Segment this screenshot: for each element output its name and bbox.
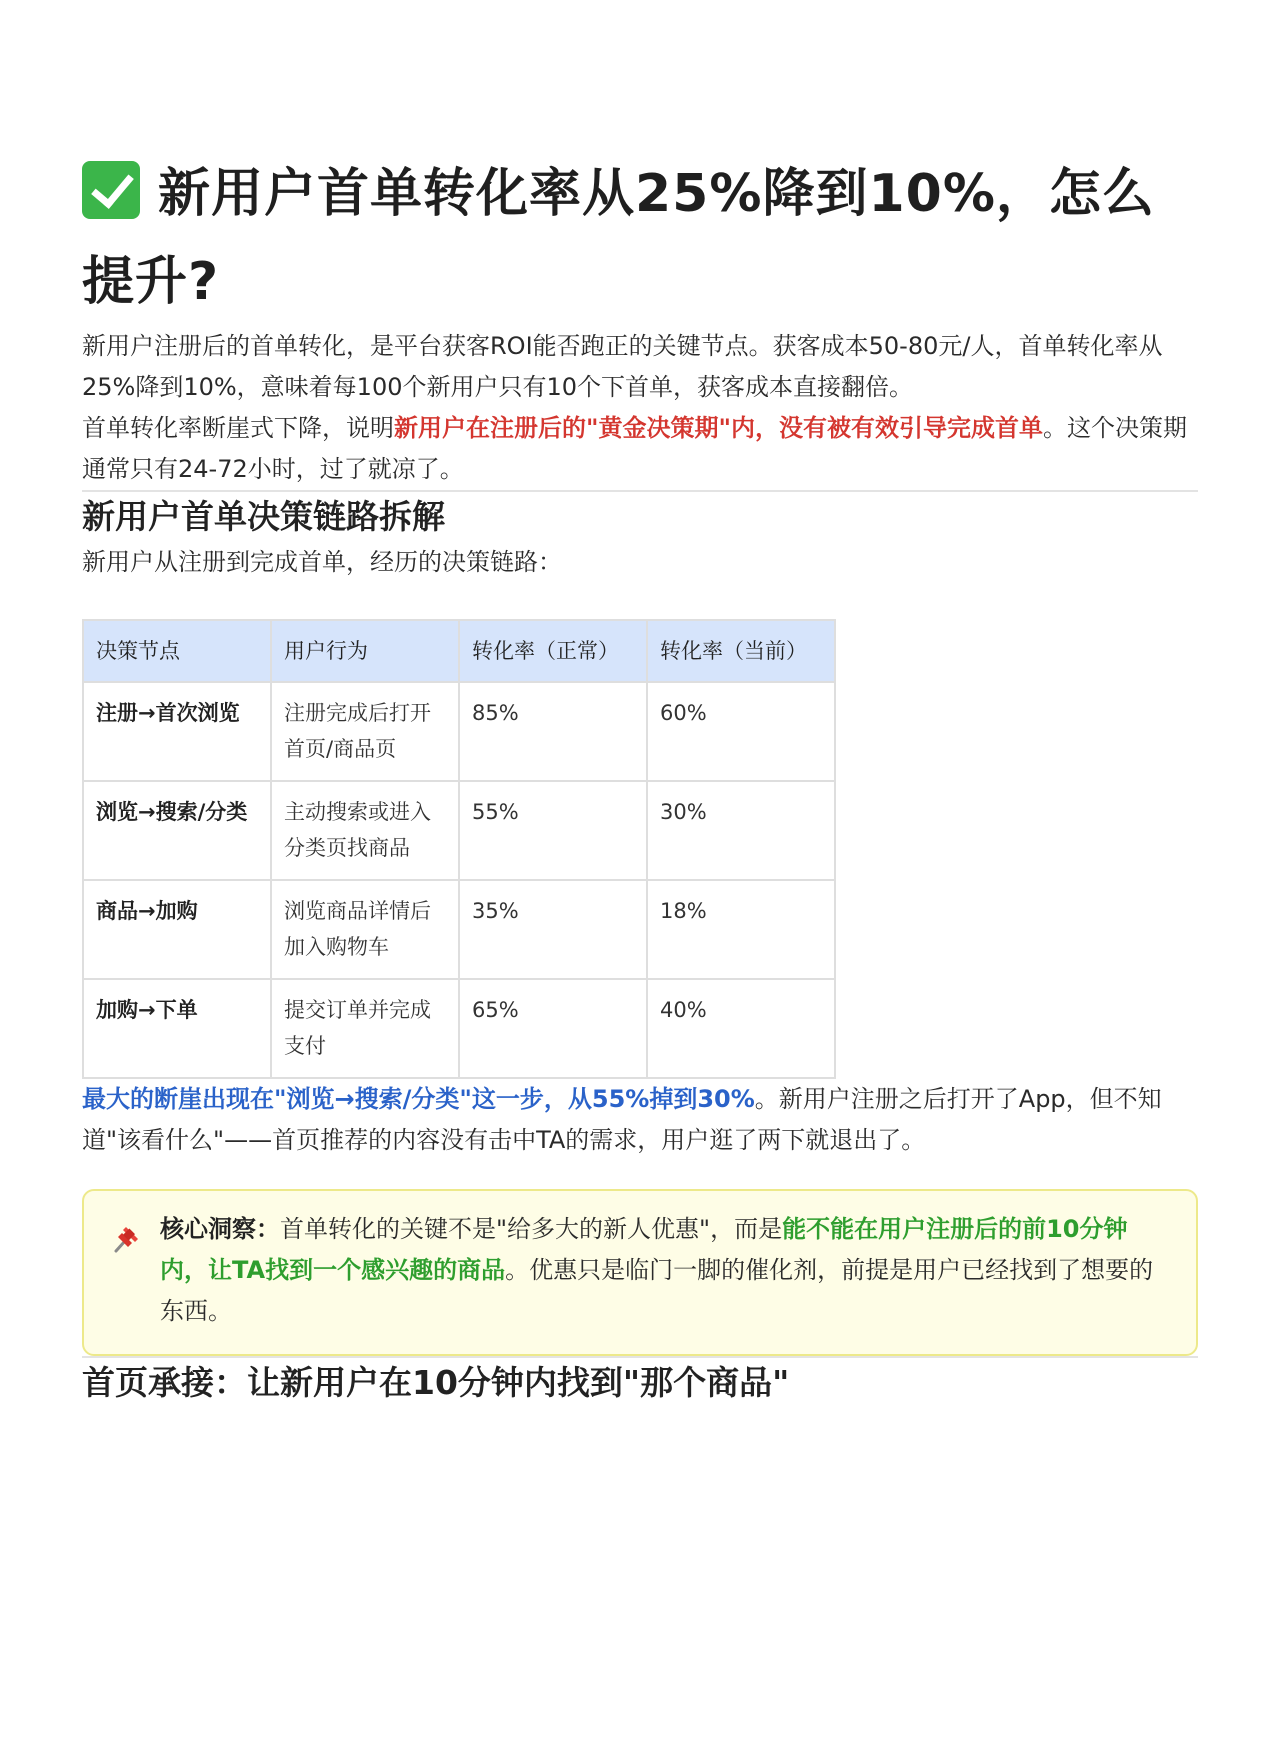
table-row [83, 781, 835, 880]
section-heading-homepage: 首页承接：让新用户在10分钟内找到"那个商品" [82, 1363, 790, 1402]
table-cell-normal-rate: 85% [459, 682, 647, 781]
insight-post: 。优惠只是临门一脚的催化剂，前提是用户已经找到了想要的东西。 [160, 1256, 1154, 1325]
table-cell-node: 注册→首次浏览 [83, 682, 271, 781]
intro-p2-pre: 首单转化率断崖式下降，说明 [82, 414, 394, 442]
pushpin-icon [108, 1221, 144, 1257]
page-title-text: 新用户首单转化率从25%降到10%，怎么提升? [82, 164, 1155, 312]
table-cell-normal-rate: 65% [459, 979, 647, 1078]
analysis-paragraph [82, 1079, 1198, 1161]
section-heading-decision-chain: 新用户首单决策链路拆解 [82, 497, 445, 536]
table-cell-action: 提交订单并完成支付 [271, 979, 459, 1078]
table-cell-current-rate: 18% [647, 880, 835, 979]
table-row [83, 880, 835, 979]
table-row [83, 979, 835, 1078]
table-row [83, 682, 835, 781]
table-cell-node: 商品→加购 [83, 880, 271, 979]
table-cell-node: 加购→下单 [83, 979, 271, 1078]
check-mark-icon [82, 161, 140, 219]
table-header-cell: 用户行为 [271, 620, 459, 682]
table-cell-action: 浏览商品详情后加入购物车 [271, 880, 459, 979]
table-header-row [83, 620, 835, 682]
table-cell-node: 浏览→搜索/分类 [83, 781, 271, 880]
table-header-cell: 转化率（当前） [647, 620, 835, 682]
insight-highlight: 能不能在用户注册后的前10分钟内，让TA找到一个感兴趣的商品 [160, 1215, 1128, 1284]
analysis-highlight: 最大的断崖出现在"浏览→搜索/分类"这一步，从55%掉到30% [82, 1085, 755, 1113]
table-header-cell: 转化率（正常） [459, 620, 647, 682]
intro-paragraph-1: 新用户注册后的首单转化，是平台获客ROI能否跑正的关键节点。获客成本50-80元/人，首单转化率从25%降到10%，意味着每100个新用户只有10个下首单，获客成本直接翻倍。 [82, 332, 1163, 401]
intro-p2-highlight: 新用户在注册后的"黄金决策期"内，没有被有效引导完成首单 [394, 414, 1044, 442]
insight-pre: 首单转化的关键不是"给多大的新人优惠"，而是 [280, 1215, 783, 1243]
table-cell-action: 注册完成后打开首页/商品页 [271, 682, 459, 781]
intro-paragraph-2 [82, 408, 1198, 490]
table-cell-normal-rate: 55% [459, 781, 647, 880]
decision-chain-table [82, 619, 836, 1079]
table-header-cell: 决策节点 [83, 620, 271, 682]
table-cell-current-rate: 40% [647, 979, 835, 1078]
table-cell-normal-rate: 35% [459, 880, 647, 979]
analysis-rest: 。新用户注册之后打开了App，但不知道"该看什么"——首页推荐的内容没有击中TA的需求，用户逛了两下就退出了。 [82, 1085, 1162, 1154]
insight-label: 核心洞察： [160, 1215, 280, 1243]
section-lead: 新用户从注册到完成首单，经历的决策链路： [82, 548, 562, 576]
insight-text [160, 1209, 1158, 1332]
table-cell-current-rate: 60% [647, 682, 835, 781]
table-cell-current-rate: 30% [647, 781, 835, 880]
page-title [82, 150, 1198, 326]
table-cell-action: 主动搜索或进入分类页找商品 [271, 781, 459, 880]
insight-callout [82, 1189, 1198, 1356]
intro-p2-post: 。这个决策期通常只有24-72小时，过了就凉了。 [82, 414, 1188, 483]
